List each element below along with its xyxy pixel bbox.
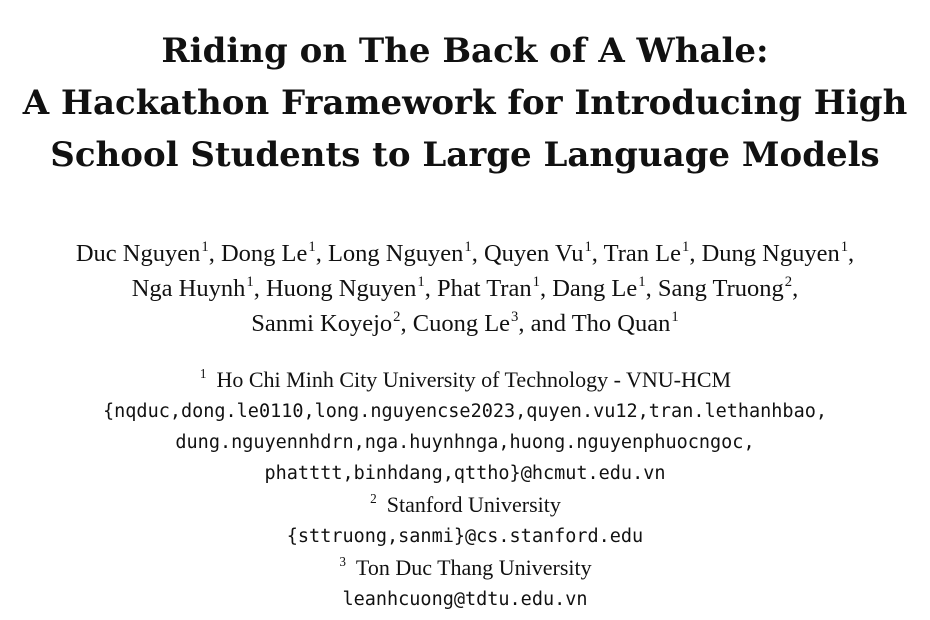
author-separator: ,	[315, 240, 328, 267]
author-separator: ,	[208, 240, 221, 267]
author-separator: ,	[253, 275, 266, 302]
author-affiliation-mark: 1	[671, 309, 679, 326]
institution-name: Ton Duc Thang University	[355, 555, 592, 580]
institution-name: Ho Chi Minh City University of Technology - VNU-HCM	[216, 367, 732, 392]
author-affiliation-mark: 2	[784, 274, 793, 291]
author-separator: ,	[400, 310, 413, 337]
author-name: Sanmi Koyejo	[251, 310, 393, 337]
author-name: Huong Nguyen	[265, 275, 417, 302]
author-separator: ,	[539, 275, 553, 302]
author-affiliation-mark: 1	[464, 239, 472, 256]
author-separator: ,	[689, 240, 702, 267]
author-affiliation-mark: 1	[638, 274, 646, 291]
author-name: Phat Tran	[436, 275, 532, 302]
institution-name: Stanford University	[386, 492, 561, 517]
email-line: leanhcuong@tdtu.edu.vn	[342, 589, 588, 610]
affiliation-list	[0, 364, 930, 615]
author-line	[0, 236, 930, 271]
author-name: Tho Quan	[571, 310, 671, 337]
author-affiliation-mark: 1	[246, 274, 254, 291]
email-line: {nqduc,dong.le0110,long.nguyencse2023,quyen.vu12,tran.lethanhbao,	[103, 401, 827, 422]
affiliation-name	[0, 364, 930, 396]
author-separator: ,	[792, 275, 799, 302]
author-affiliation-mark: 1	[681, 239, 690, 256]
author-affiliation-mark: 1	[840, 239, 849, 256]
email-line: dung.nguyennhdrn,nga.huynhnga,huong.nguyenphuocngoc,	[175, 432, 755, 453]
affiliation-name	[0, 552, 930, 584]
author-affiliation-mark: 1	[308, 239, 316, 256]
author-name: Duc Nguyen	[75, 240, 201, 267]
author-affiliation-mark: 2	[393, 309, 401, 326]
author-name: Nga Huynh	[131, 275, 246, 302]
email-line: phatttt,binhdang,qttho}@hcmut.edu.vn	[264, 463, 666, 484]
author-name: Long Nguyen	[327, 240, 464, 267]
paper-title	[0, 25, 930, 181]
author-affiliation-mark: 1	[417, 274, 425, 291]
author-affiliation-mark: 1	[584, 239, 592, 256]
author-separator: ,	[424, 275, 437, 302]
author-name: Dung Nguyen	[701, 240, 840, 267]
affiliation-number: 1	[199, 366, 207, 382]
author-name: Sang Truong	[657, 275, 784, 302]
author-name: Dang Le	[552, 275, 638, 302]
title-line: School Students to Large Language Models	[50, 135, 880, 175]
author-name: Dong Le	[220, 240, 308, 267]
affiliation-name	[0, 489, 930, 521]
author-name: Cuong Le	[412, 310, 511, 337]
author-name: Tran Le	[603, 240, 681, 267]
affiliation-number: 3	[339, 554, 346, 570]
author-list	[0, 236, 930, 341]
title-line: A Hackathon Framework for Introducing High	[22, 83, 908, 123]
title-line: Riding on The Back of A Whale:	[161, 31, 769, 71]
author-affiliation-mark: 3	[511, 309, 519, 326]
author-affiliation-mark: 1	[532, 274, 540, 291]
author-affiliation-mark: 1	[201, 239, 209, 256]
author-line	[0, 271, 930, 306]
author-name: Quyen Vu	[483, 240, 584, 267]
author-separator: , and	[518, 310, 572, 337]
affiliation-number: 2	[370, 491, 377, 507]
author-separator: ,	[471, 240, 484, 267]
email-line: {sttruong,sanmi}@cs.stanford.edu	[286, 526, 644, 547]
author-separator: ,	[645, 275, 658, 302]
author-separator: ,	[591, 240, 604, 267]
author-line	[0, 306, 930, 341]
author-separator: ,	[848, 240, 855, 267]
